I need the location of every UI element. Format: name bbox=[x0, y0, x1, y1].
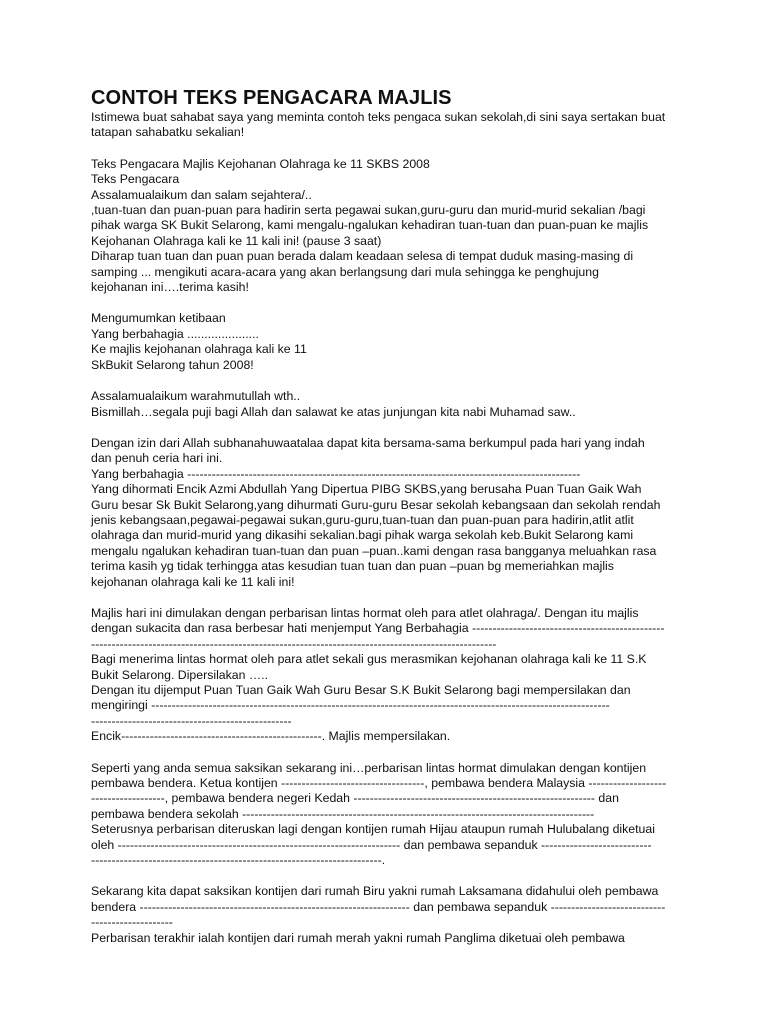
paragraph bbox=[91, 157, 691, 296]
text-line: Sekarang kita dapat saksikan kontijen dari rumah Biru yakni rumah Laksamana didahului oleh pembawa bbox=[91, 884, 659, 899]
text-line: Teks Pengacara Majlis Kejohanan Olahraga ke 11 SKBS 2008 bbox=[91, 156, 430, 171]
text-line: Teks Pengacara bbox=[91, 172, 180, 187]
text-line: Bismillah…segala puji bagi Allah dan salawat ke atas junjungan kita nabi Muhamad saw.. bbox=[91, 404, 576, 419]
text-line: Guru besar Sk Bukit Selarong,yang dihurmati Guru-guru Besar sekolah kebangsaan dan sekolah rendah bbox=[91, 497, 661, 512]
text-line: Assalamualaikum dan salam sejahtera/.. bbox=[91, 187, 312, 202]
text-line: Mengumumkan ketibaan bbox=[91, 311, 226, 326]
document-title: CONTOH TEKS PENGACARA MAJLIS bbox=[91, 87, 452, 109]
text-line: jenis kebangsaan,pegawai-pegawai sukan,guru-guru,tuan-tuan dan puan-puan para hadirin,atlit atlit bbox=[91, 512, 634, 527]
paragraph bbox=[91, 761, 691, 869]
text-line: ------------------, pembawa bendera negeri Kedah ----------------------------------------------------------- dan bbox=[91, 791, 619, 806]
text-line: Seperti yang anda semua saksikan sekarang ini…perbarisan lintas hormat dimulakan dengan kontijen bbox=[91, 760, 647, 775]
text-line: olahraga dan murid-murid yang dikasihi sekalian.bagi pihak warga sekolah keb.Bukit Selarong kami bbox=[91, 528, 634, 543]
text-line: ,tuan-tuan dan puan-puan para hadirin serta pegawai sukan,guru-guru dan murid-murid sekalian /bagi bbox=[91, 203, 646, 218]
text-line: SkBukit Selarong tahun 2008! bbox=[91, 357, 254, 372]
paragraph bbox=[91, 436, 691, 590]
document-page bbox=[91, 86, 691, 962]
text-line: dengan sukacita dan rasa berbesar hati menjemput Yang Berbahagia ----------------------------------------------- bbox=[91, 621, 665, 636]
text-line: Yang berbahagia ------------------------------------------------------------------------------------------------ bbox=[91, 466, 581, 481]
text-line: kejohanan olahraga kali ke 11 kali ini! bbox=[91, 574, 295, 589]
text-line: Encik-------------------------------------------------. Majlis mempersilakan. bbox=[91, 729, 451, 744]
text-line: --------------------------------------------------------------------------------------------------- bbox=[91, 636, 497, 651]
text-line: kejohanan ini….terima kasih! bbox=[91, 280, 249, 295]
text-line: Yang berbahagia ..................... bbox=[91, 326, 259, 341]
text-line: Yang dihormati Encik Azmi Abdullah Yang Dipertua PIBG SKBS,yang berusaha Puan Tuan Gaik Wah bbox=[91, 482, 642, 497]
text-line: bendera ------------------------------------------------------------------ dan pembawa sepanduk ---------------------------- bbox=[91, 899, 666, 914]
paragraph bbox=[91, 389, 691, 420]
text-line: Dengan itu dijemput Puan Tuan Gaik Wah Guru Besar S.K Bukit Selarong bagi mempersilakan dan bbox=[91, 683, 631, 697]
paragraph bbox=[91, 884, 691, 946]
text-line: Ke majlis kejohanan olahraga kali ke 11 bbox=[91, 342, 307, 357]
text-line: -----------------------------------------------------------------------. bbox=[91, 853, 386, 868]
text-line: Bagi menerima lintas hormat oleh para atlet sekali gus merasmikan kejohanan olahraga kali ke 11 S.K bbox=[91, 652, 647, 667]
text-line: Kejohanan Olahraga kali ke 11 kali ini! (pause 3 saat) bbox=[91, 233, 382, 248]
text-line: pembawa bendera sekolah -------------------------------------------------------------------------------------- bbox=[91, 806, 595, 821]
text-line: ------------------------------------------------- bbox=[91, 713, 292, 728]
document-body bbox=[91, 110, 691, 946]
text-line: Istimewa buat sahabat saya yang meminta contoh teks pengaca sukan sekolah,di sini saya sertakan buat bbox=[91, 110, 666, 124]
text-line: pembawa bendera. Ketua kontijen -----------------------------------, pembawa bendera Malaysia ------------------- bbox=[91, 776, 667, 791]
paragraph bbox=[91, 110, 691, 141]
text-line: oleh --------------------------------------------------------------------- dan pembawa sepanduk --------------------------- bbox=[91, 837, 652, 852]
text-line: Perbarisan terakhir ialah kontijen dari rumah merah yakni rumah Panglima diketuai oleh pembawa bbox=[91, 930, 625, 945]
text-line: terima kasih yg tidak terhingga atas kesudian tuan tuan dan puan –puan bg memeriahkan majlis bbox=[91, 559, 614, 574]
text-line: tatapan sahabatku sekalian! bbox=[91, 125, 245, 140]
text-line: Assalamualaikum warahmutullah wth.. bbox=[91, 389, 301, 404]
text-line: pihak warga SK Bukit Selarong, kami mengalu-ngalukan kehadiran tuan-tuan dan puan-puan ke majlis bbox=[91, 218, 649, 233]
text-line: mengiringi ---------------------------------------------------------------------------------------------------------------- bbox=[91, 698, 610, 713]
text-line: Diharap tuan tuan dan puan puan berada dalam keadaan selesa di tempat duduk masing-masing di bbox=[91, 249, 634, 264]
text-line: mengalu ngalukan kehadiran tuan-tuan dan puan –puan..kami dengan rasa bangganya meluahkan rasa bbox=[91, 543, 657, 558]
text-line: -------------------- bbox=[91, 915, 173, 930]
text-line: Dengan izin dari Allah subhanahuwaatalaa dapat kita bersama-sama berkumpul pada hari yang indah bbox=[91, 435, 645, 450]
paragraph bbox=[91, 311, 691, 373]
text-line: Bukit Selarong. Dipersilakan ….. bbox=[91, 667, 269, 682]
text-line: dan penuh ceria hari ini. bbox=[91, 451, 223, 466]
text-line: Majlis hari ini dimulakan dengan perbarisan lintas hormat oleh para atlet olahraga/. Dengan itu majlis bbox=[91, 605, 639, 620]
text-line: Seterusnya perbarisan diteruskan lagi dengan kontijen rumah Hijau ataupun rumah Hulubalang diketuai bbox=[91, 822, 655, 837]
paragraph bbox=[91, 606, 691, 745]
text-line: samping ... mengikuti acara-acara yang akan berlangsung dari mula sehingga ke penghujung bbox=[91, 264, 599, 279]
